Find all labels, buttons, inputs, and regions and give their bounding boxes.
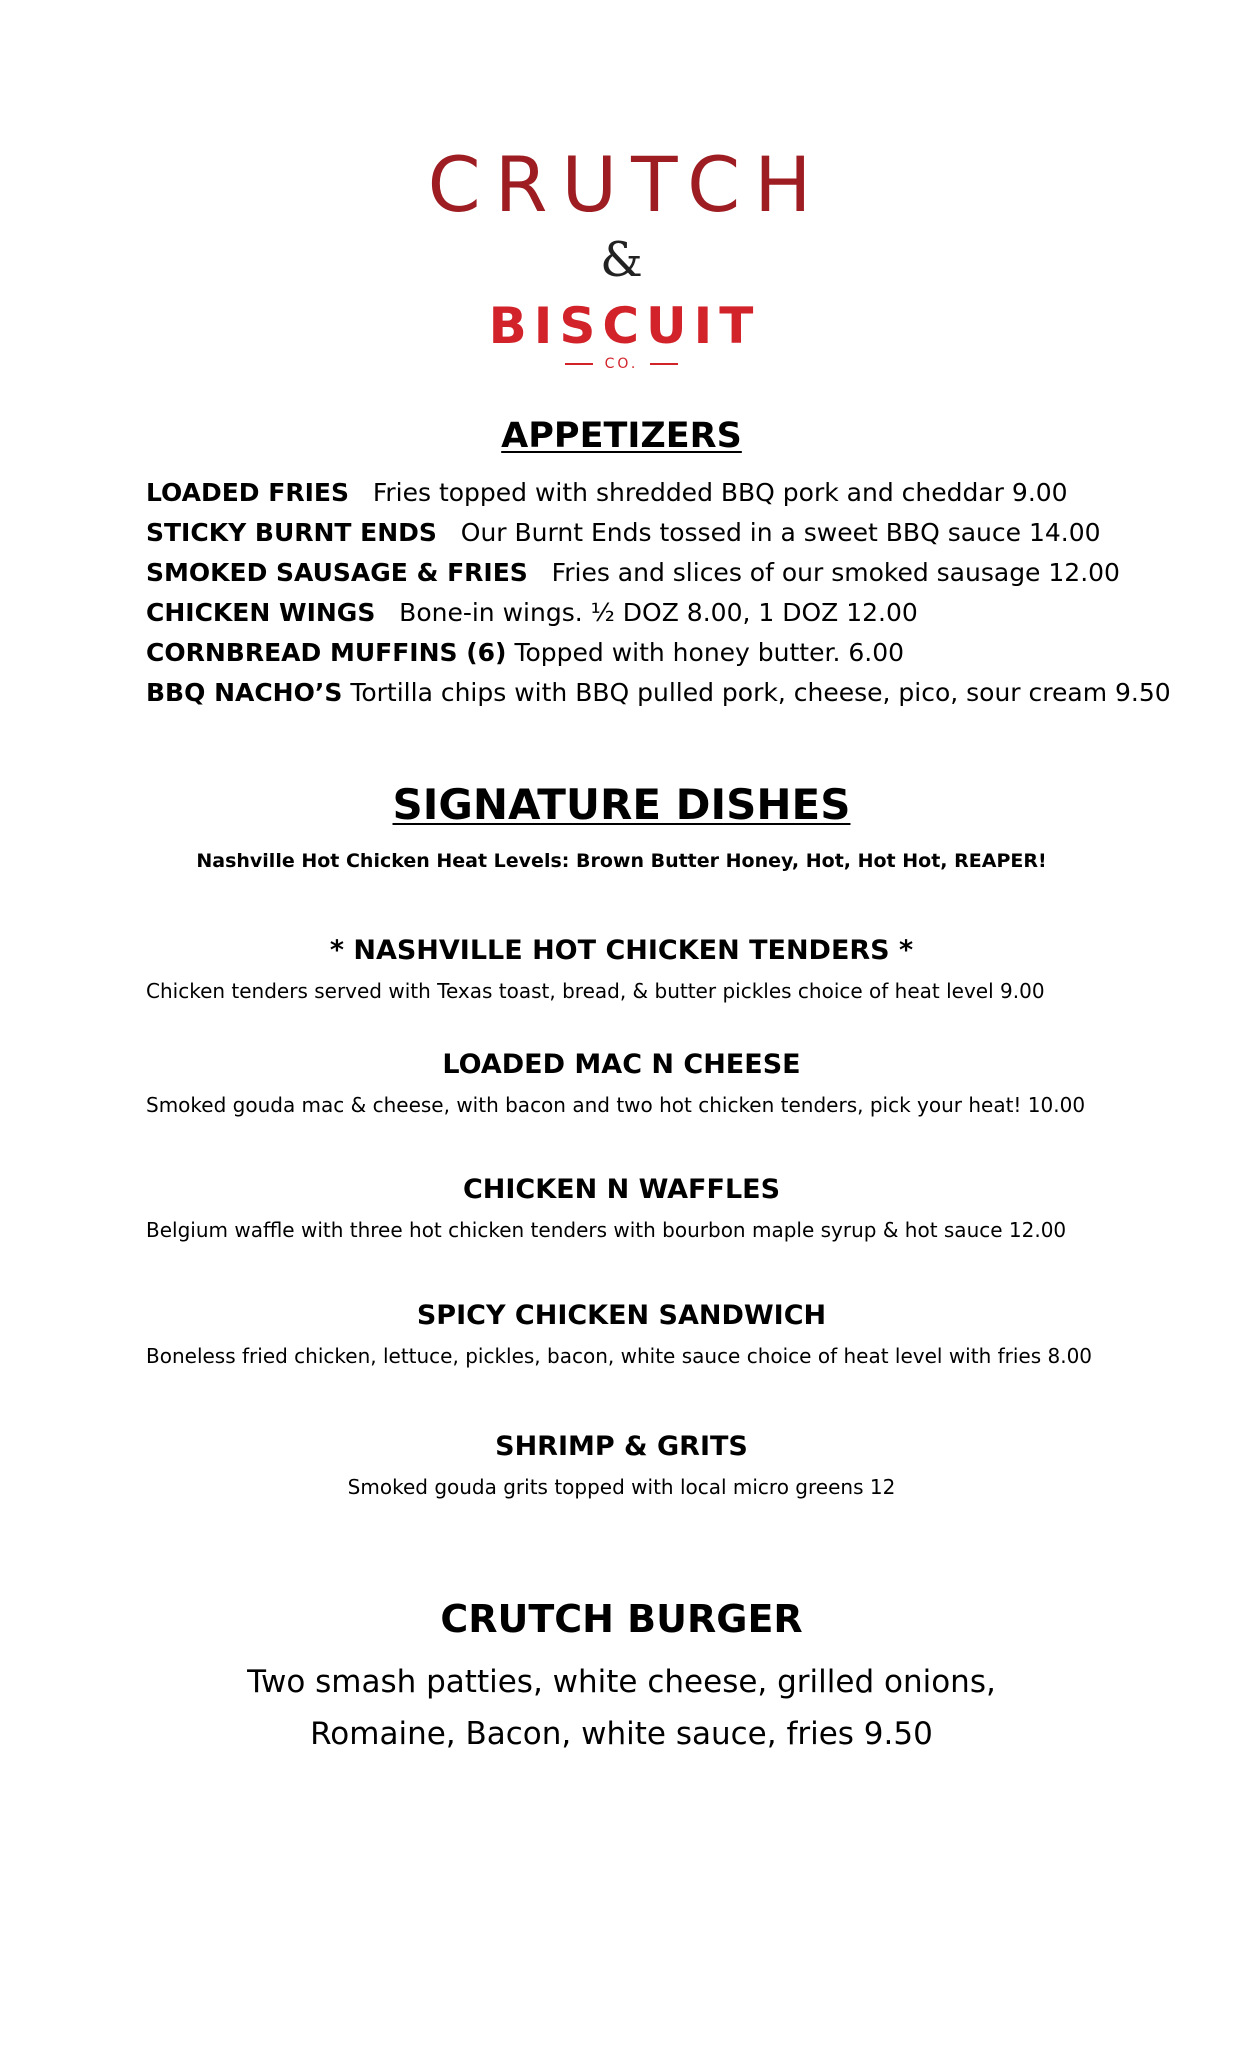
appetizer-desc: Our Burnt Ends tossed in a sweet BBQ sauce 14.00	[460, 518, 1101, 547]
signature-dish	[0, 1173, 1243, 1245]
dish-name: SHRIMP & GRITS	[495, 1431, 748, 1462]
appetizers-title: APPETIZERS	[501, 416, 742, 456]
logo-dash-left	[565, 363, 593, 365]
appetizer-name: SMOKED SAUSAGE & FRIES	[146, 558, 528, 587]
appetizer-item	[146, 473, 1146, 513]
burger-desc-line1: Two smash patties, white cheese, grilled onions,	[247, 1664, 996, 1700]
appetizer-item	[146, 673, 1171, 713]
dish-desc: Chicken tenders served with Texas toast, bread, & butter pickles choice of heat level 9.00	[146, 979, 1045, 1003]
signature-title: SIGNATURE DISHES	[392, 780, 851, 829]
dish-desc: Boneless fried chicken, lettuce, pickles, bacon, white sauce choice of heat level with fries 8.00	[146, 1344, 1093, 1368]
appetizer-desc: Bone-in wings. ½ DOZ 8.00, 1 DOZ 12.00	[399, 598, 918, 627]
dish-desc: Smoked gouda mac & cheese, with bacon and two hot chicken tenders, pick your heat! 10.00	[146, 1093, 1086, 1117]
burger-description	[0, 1656, 1243, 1760]
signature-dish	[0, 1048, 1243, 1120]
logo-co-line	[0, 356, 1243, 372]
burger-desc-line2: Romaine, Bacon, white sauce, fries 9.50	[310, 1716, 933, 1752]
appetizer-desc: Fries and slices of our smoked sausage 12.00	[551, 558, 1120, 587]
logo-ampersand: &	[600, 232, 643, 288]
appetizers-list	[146, 473, 1171, 713]
dish-name: CHICKEN N WAFFLES	[462, 1174, 781, 1205]
signature-heading	[0, 780, 1243, 829]
appetizer-name: BBQ NACHO’S	[146, 678, 343, 707]
appetizer-name: STICKY BURNT ENDS	[146, 518, 437, 547]
dish-name: LOADED MAC N CHEESE	[442, 1049, 801, 1080]
signature-dish	[0, 1299, 1243, 1371]
appetizer-item	[146, 553, 1146, 593]
heat-levels-note: Nashville Hot Chicken Heat Levels: Brown Butter Honey, Hot, Hot Hot, REAPER!	[196, 850, 1047, 872]
signature-dish	[0, 1430, 1243, 1502]
logo-biscuit-text: BISCUIT	[488, 297, 761, 355]
appetizer-desc: Fries topped with shredded BBQ pork and cheddar 9.00	[372, 478, 1068, 507]
dish-name: * NASHVILLE HOT CHICKEN TENDERS *	[329, 935, 914, 966]
signature-dish	[0, 934, 1243, 1006]
appetizer-item	[146, 633, 1146, 673]
appetizer-desc: Topped with honey butter. 6.00	[514, 638, 905, 667]
appetizers-heading	[0, 416, 1243, 456]
appetizer-item	[146, 513, 1146, 553]
restaurant-logo	[0, 140, 1243, 372]
burger-title: CRUTCH BURGER	[440, 1597, 803, 1641]
dish-desc: Smoked gouda grits topped with local micro greens 12	[347, 1475, 896, 1499]
appetizer-desc: Tortilla chips with BBQ pulled pork, cheese, pico, sour cream 9.50	[350, 678, 1171, 707]
logo-co-text: CO.	[604, 356, 639, 372]
dish-name: SPICY CHICKEN SANDWICH	[416, 1300, 827, 1331]
appetizer-name: LOADED FRIES	[146, 478, 349, 507]
appetizer-item	[146, 593, 1146, 633]
logo-crutch-text: CRUTCH	[427, 140, 826, 229]
dish-desc: Belgium waffle with three hot chicken tenders with bourbon maple syrup & hot sauce 12.00	[146, 1218, 1067, 1242]
appetizer-name: CORNBREAD MUFFINS (6)	[146, 638, 507, 667]
appetizer-name: CHICKEN WINGS	[146, 598, 376, 627]
logo-dash-right	[650, 363, 678, 365]
